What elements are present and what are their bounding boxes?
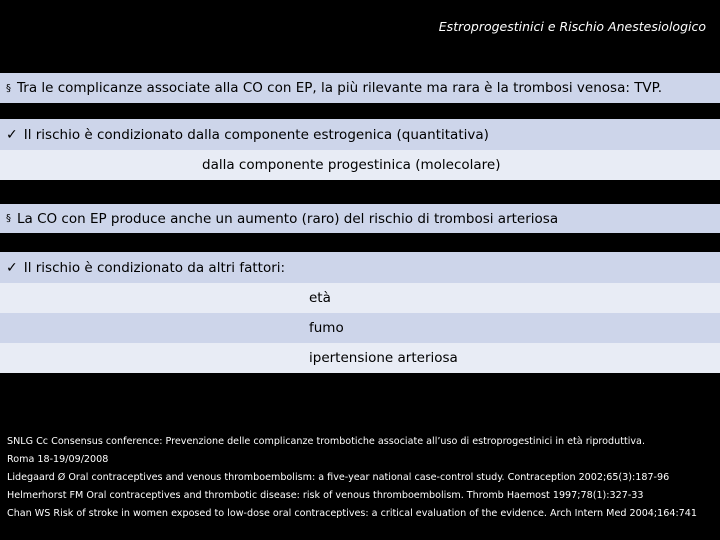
- reference-line: Helmerhorst FM Oral contraceptives and thrombotic disease: risk of venous thromboembolism. Thromb Haemost 1997;78(1):327-33: [7, 490, 644, 501]
- check-estrogen-component: [0, 119, 720, 150]
- check-text: Il rischio è condizionato da altri fattori:: [23, 259, 286, 276]
- bullet-text: Tra le complicanze associate alla CO con EP, la più rilevante ma rara è la trombosi venosa: TVP.: [17, 80, 663, 96]
- square-bullet-icon: §: [6, 213, 11, 224]
- factor-text: età: [309, 290, 331, 306]
- line-text: dalla componente progestinica (molecolare): [202, 157, 501, 173]
- slide-title: Estroprogestinici e Rischio Anestesiologico: [438, 19, 706, 34]
- reference-line: Chan WS Risk of stroke in women exposed to low-dose oral contraceptives: a critical evaluation of the evidence. Arch Intern Med 2004;164:741: [7, 508, 697, 519]
- reference-line: SNLG Cc Consensus conference: Prevenzione delle complicanze trombotiche associate all’uso di estroprogestinici in età riproduttiva.: [7, 436, 645, 447]
- bullet-venous-thrombosis: [0, 73, 720, 103]
- checkmark-icon: ✓: [6, 259, 18, 276]
- factor-text: ipertensione arteriosa: [309, 350, 458, 366]
- bullet-arterial-thrombosis: [0, 204, 720, 233]
- factor-age: [0, 283, 720, 313]
- factor-hypertension: [0, 343, 720, 373]
- check-text: Il rischio è condizionato dalla componente estrogenica (quantitativa): [23, 126, 489, 143]
- factor-text: fumo: [309, 320, 344, 336]
- check-other-factors: [0, 252, 720, 283]
- square-bullet-icon: §: [6, 82, 11, 94]
- factor-smoking: [0, 313, 720, 343]
- references-block: [7, 433, 715, 523]
- bullet-text: La CO con EP produce anche un aumento (raro) del rischio di trombosi arteriosa: [17, 210, 559, 227]
- progestin-component-line: [0, 150, 720, 180]
- reference-line: Lidegaard Ø Oral contraceptives and venous thromboembolism: a five-year national case-control study. Contraception 2002;65(3):187-96: [7, 472, 670, 483]
- checkmark-icon: ✓: [6, 126, 18, 143]
- reference-line: Roma 18-19/09/2008: [7, 454, 109, 465]
